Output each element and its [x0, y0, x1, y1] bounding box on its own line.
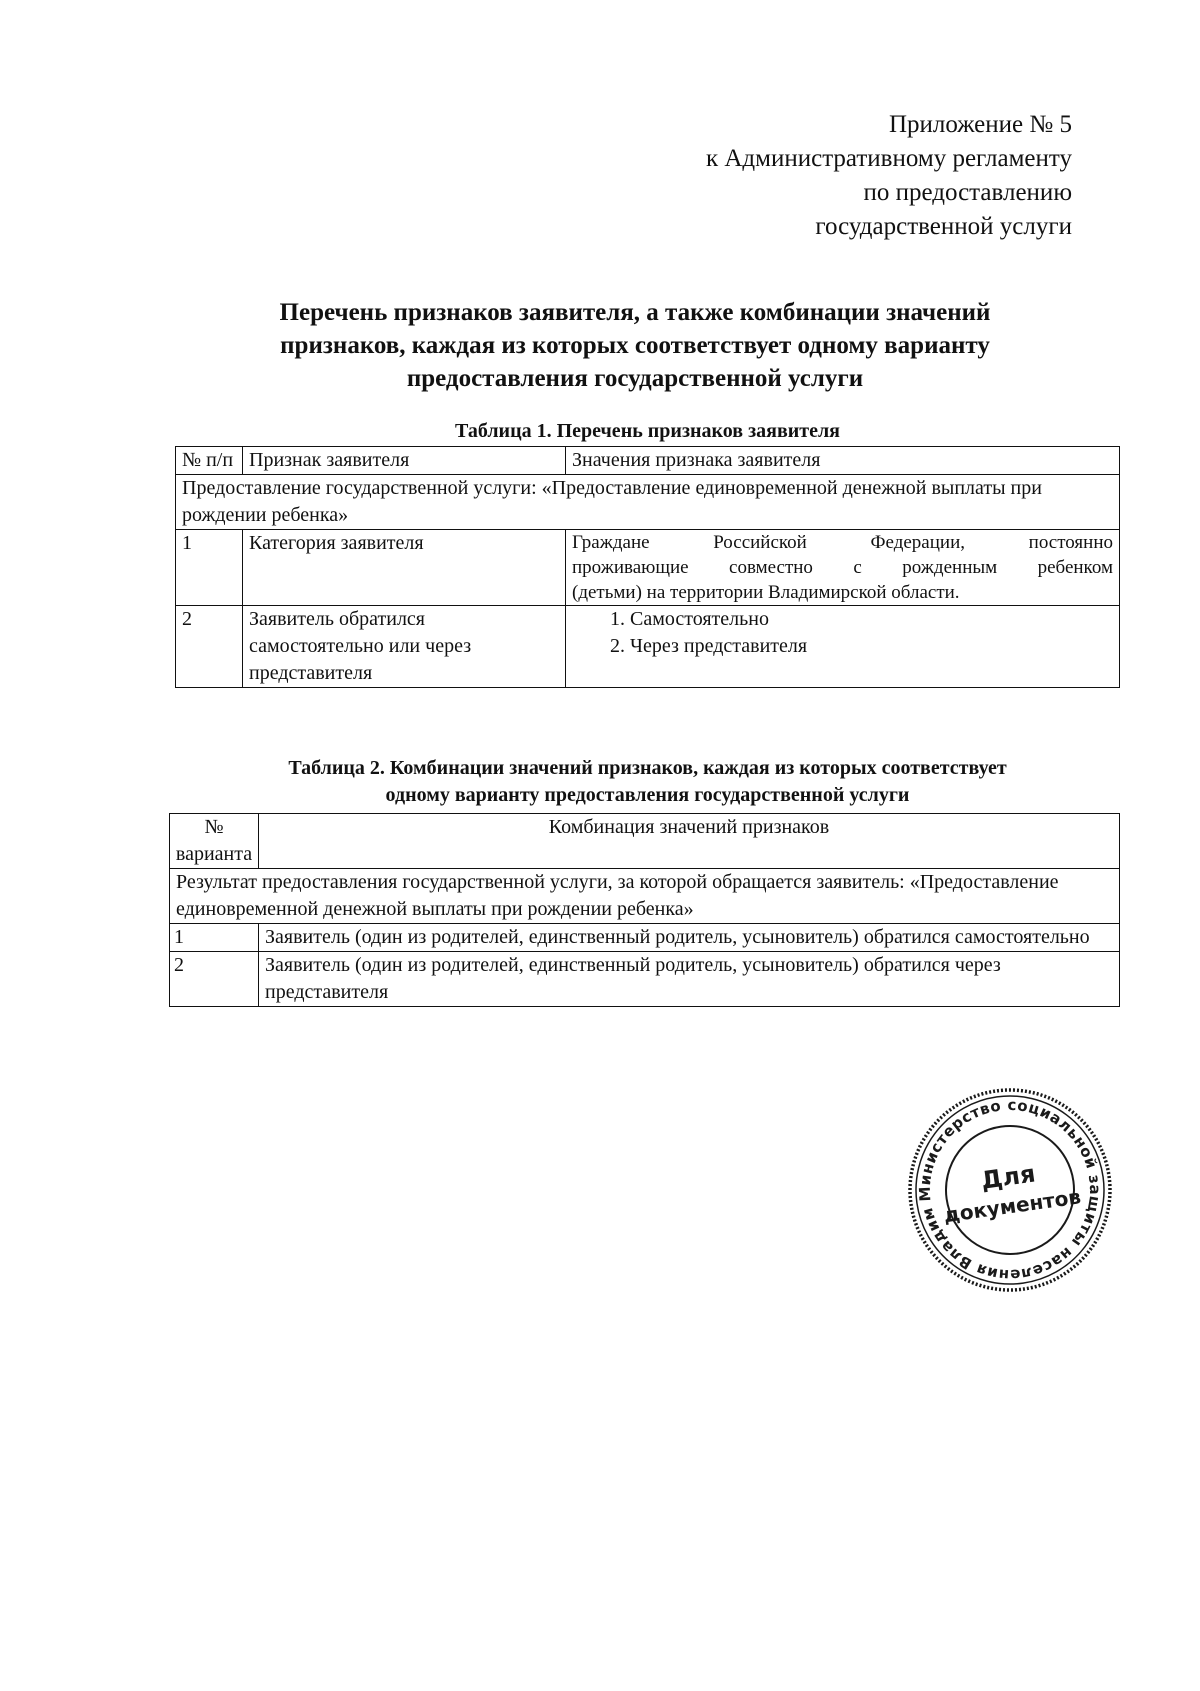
table-row: [176, 530, 1120, 606]
appendix-line: государственной услуги: [815, 213, 1072, 240]
row-feature: Категория заявителя: [243, 530, 566, 606]
row-value: [566, 530, 1120, 606]
header-values: Значения признака заявителя: [566, 447, 1120, 475]
list-item: 2. Через представителя: [630, 633, 1113, 660]
appendix-line: по предоставлению: [863, 179, 1072, 206]
combinations-table: [169, 813, 1120, 1007]
table-section-row: [176, 475, 1120, 530]
header-num: № варианта: [170, 814, 259, 869]
table1-caption-text: Таблица 1. Перечень признаков заявителя: [454, 420, 841, 442]
title-line: Перечень признаков заявителя, а также комбинации значений: [279, 299, 991, 326]
table-header-row: [170, 814, 1120, 869]
table-header-row: [176, 447, 1120, 475]
options-list: [572, 606, 1113, 660]
value-line: проживающие совместно с рожденным ребенком: [572, 557, 1113, 578]
row-num: 1: [176, 530, 243, 606]
row-num: 2: [176, 606, 243, 688]
header-num: № п/п: [176, 447, 243, 475]
table-row: [176, 606, 1120, 688]
document-title: [170, 296, 1100, 395]
caption-line: одному варианту предоставления государственной услуги: [385, 784, 910, 806]
row-text: Заявитель (один из родителей, единственный родитель, усыновитель) обратился самостоятельно: [259, 924, 1120, 952]
row-value: [566, 606, 1120, 688]
table-row: [170, 924, 1120, 952]
list-item: 1. Самостоятельно: [630, 606, 1113, 633]
stamp-center-line: Для: [979, 1159, 1038, 1195]
row-num: 2: [170, 952, 259, 1007]
section-text: Предоставление государственной услуги: «Предоставление единовременной денежной выплаты при рождении ребенка»: [176, 475, 1120, 530]
caption-line: Таблица 2. Комбинации значений признаков, каждая из которых соответствует: [288, 757, 1007, 779]
title-line: предоставления государственной услуги: [406, 365, 864, 392]
appendix-line: Приложение № 5: [888, 111, 1072, 138]
table-row: [170, 952, 1120, 1007]
stamp-ring-text: Министерство социальной защиты населения Владимирской: [915, 1095, 1105, 1285]
stamp-center-line: документов: [942, 1184, 1083, 1228]
row-feature: Заявитель обратился самостоятельно или через представителя: [243, 606, 566, 688]
applicant-features-table: [175, 446, 1120, 688]
appendix-header: [706, 108, 1072, 244]
value-line: Граждане Российской Федерации, постоянно: [572, 532, 1113, 553]
header-feature: Признак заявителя: [243, 447, 566, 475]
value-line: (детьми) на территории Владимирской области.: [572, 582, 960, 603]
appendix-line: к Административному регламенту: [705, 145, 1072, 172]
table2-caption: [175, 755, 1120, 809]
row-num: 1: [170, 924, 259, 952]
row-text: Заявитель (один из родителей, единственный родитель, усыновитель) обратился через представителя: [259, 952, 1120, 1007]
table-section-row: [170, 869, 1120, 924]
official-stamp: [905, 1085, 1115, 1295]
header-combination: Комбинация значений признаков: [259, 814, 1120, 869]
table1-caption: [175, 418, 1120, 445]
section-text: Результат предоставления государственной услуги, за которой обращается заявитель: «Предоставление единовременной денежной выплаты при рождении ребенка»: [170, 869, 1120, 924]
title-line: признаков, каждая из которых соответствует одному варианту: [280, 332, 990, 359]
